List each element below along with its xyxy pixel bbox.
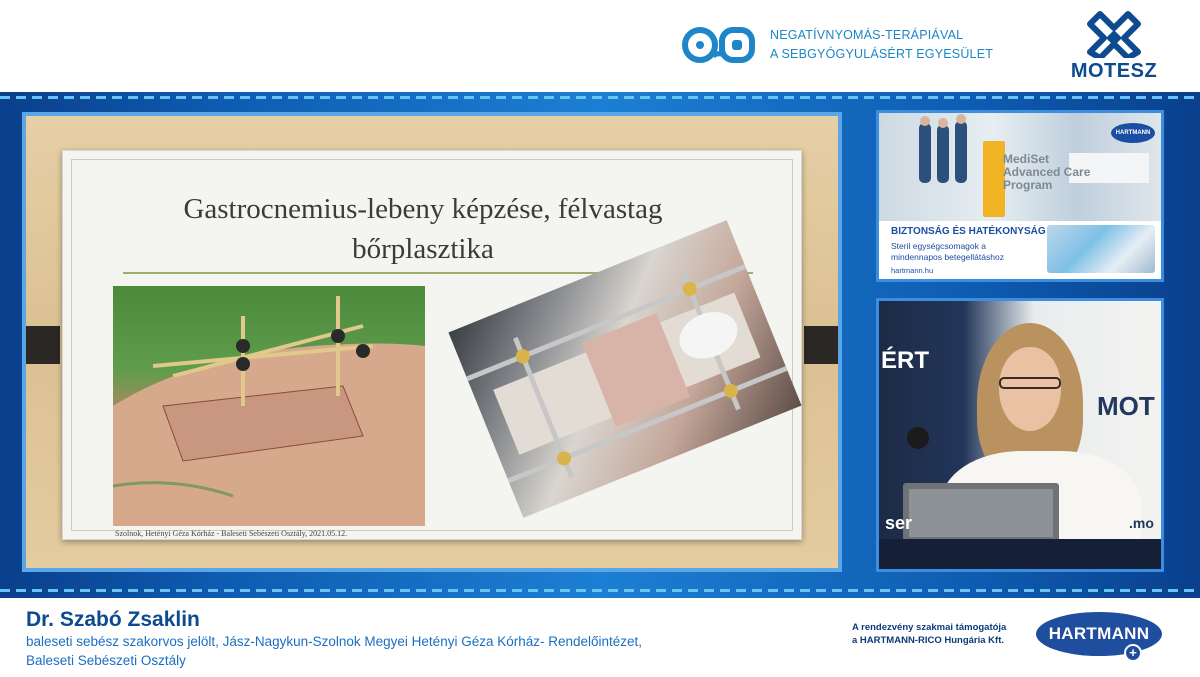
ad-accent-bar	[983, 141, 1005, 217]
ad-program-title	[1003, 153, 1090, 192]
backdrop-text-right: MOT	[1097, 391, 1155, 421]
band-dash-top	[0, 96, 1200, 99]
surgical-photo-left	[113, 286, 425, 526]
slide-tab-left	[26, 326, 60, 364]
slide-tab-right	[804, 326, 838, 364]
backdrop-text-bottom-right: .mo	[1129, 515, 1154, 531]
backdrop-text-left: ÉRT	[881, 347, 929, 374]
lower-third	[0, 598, 1200, 677]
presentation-slide-panel	[22, 112, 842, 572]
surgical-photo-right	[475, 269, 765, 499]
ad-subtitle-line-1: Steril egységcsomagok a	[891, 241, 986, 251]
slide-page	[62, 150, 802, 540]
motesz-emblem-icon	[1086, 8, 1142, 58]
slide-caption: Szolnok, Hetényi Géza Kórház - Baleseti Sebészeti Osztály, 2021.05.12.	[115, 529, 348, 538]
ad-headline: BIZTONSÁG ÉS HATÉKONYSÁG	[891, 226, 1046, 237]
ad-program-line-3: Program	[1003, 178, 1053, 192]
sterile-packs-image	[1047, 225, 1155, 273]
microphone-icon	[907, 427, 929, 449]
speaker-role-line-2: Baleseti Sebészeti Osztály	[26, 653, 186, 668]
laptop-screen	[909, 489, 1053, 537]
speaker-video	[879, 301, 1161, 569]
backdrop-text-bottom-left: ser	[885, 513, 913, 533]
association-line-2: A SEBGYÓGYULÁSÉRT EGYESÜLET	[770, 47, 994, 61]
glasses-icon	[999, 377, 1061, 389]
leg-fixator-illustration-icon	[113, 286, 425, 526]
speaker-role-line-1: baleseti sebész szakorvos jelölt, Jász-Nagykun-Szolnok Megyei Hetényi Géza Kórház- Rendelőintézet,	[26, 634, 643, 649]
sponsor-ad	[879, 113, 1161, 279]
ad-subtitle	[891, 241, 1041, 263]
ad-url: hartmann.hu	[891, 266, 934, 275]
ad-program-line-2: Advanced Care	[1003, 165, 1091, 179]
ad-program-line-1: MediSet	[1003, 152, 1050, 166]
association-name	[770, 26, 993, 64]
association-line-1: NEGATÍVNYOMÁS-TERÁPIÁVAL	[770, 28, 964, 42]
sponsor-line-1: A rendezvény szakmai támogatója	[852, 622, 1007, 633]
band-dash-bottom	[0, 589, 1200, 592]
speaker-name: Dr. Szabó Zsaklin	[26, 608, 200, 631]
sponsor-line-2: a HARTMANN-RICO Hungária Kft.	[852, 635, 1004, 646]
motesz-logo-text: MOTESZ	[1070, 60, 1158, 82]
ad-subtitle-line-2: mindennapos betegellátáshoz	[891, 252, 1004, 262]
slide-title-line-1: Gastrocnemius-lebeny képzése, félvastag	[183, 193, 663, 225]
ad-hartmann-logo: HARTMANN	[1111, 123, 1155, 143]
hartmann-logo: HARTMANN	[1036, 612, 1162, 656]
laptop-icon	[903, 483, 1059, 543]
sponsor-ad-panel	[876, 110, 1164, 282]
speaker-video-panel	[876, 298, 1164, 572]
slide-title-line-2: bőrplasztika	[352, 233, 494, 265]
speaker-face	[999, 347, 1061, 431]
slide-background	[26, 116, 838, 568]
header	[0, 0, 1200, 92]
plus-icon: +	[1124, 644, 1142, 662]
association-logo-icon	[680, 22, 760, 68]
podium	[879, 539, 1161, 569]
